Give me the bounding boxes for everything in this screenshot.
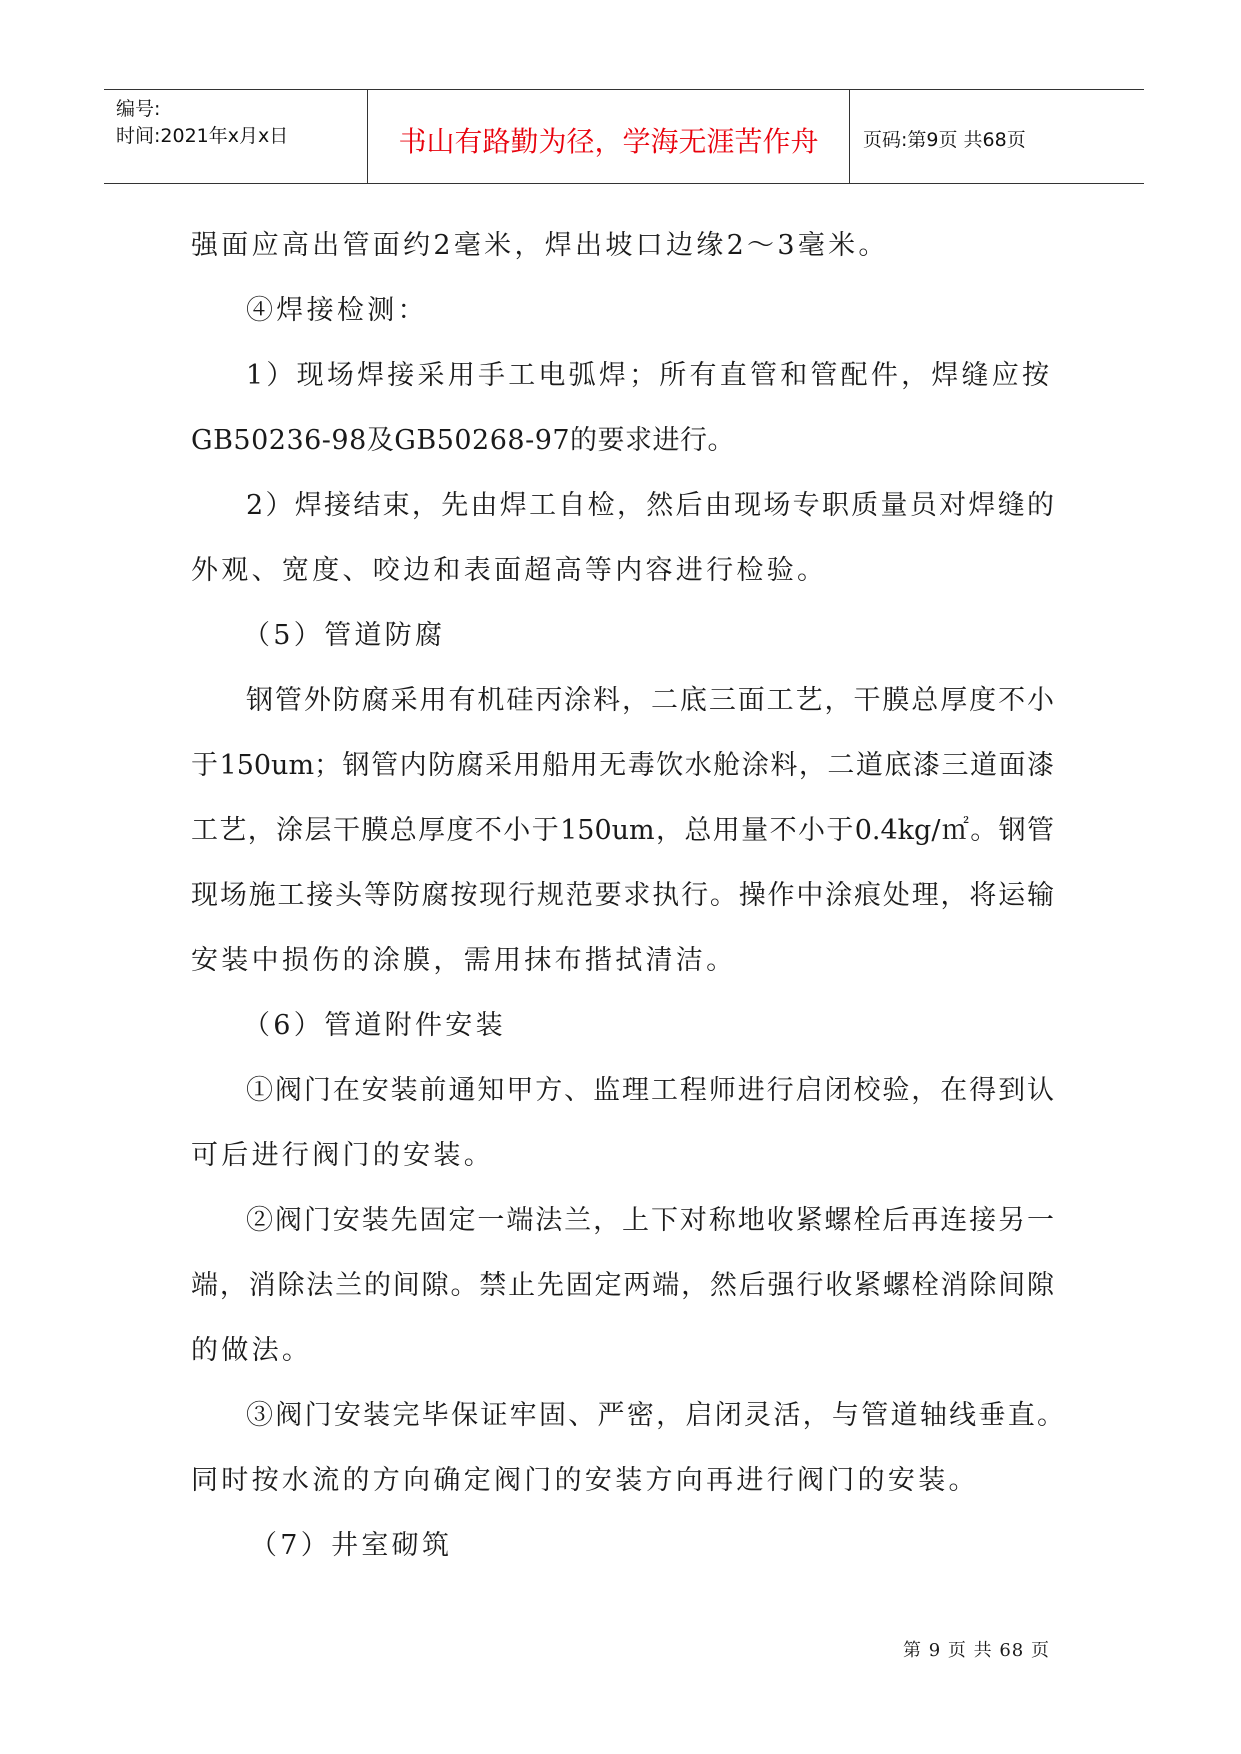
section-heading: （5）管道防腐 (243, 620, 446, 651)
header-page-cell (851, 90, 1144, 183)
body-line: 2）焊接结束，先由焊工自检，然后由现场专职质量员对焊缝的 (246, 490, 1054, 521)
section-heading: （7）井室砌筑 (250, 1530, 453, 1561)
serial-number-label: 编号: (116, 98, 161, 120)
date-label: 时间:2021年x月x日 (116, 125, 289, 147)
body-line: ④焊接检测： (246, 295, 428, 326)
body-line: 工艺，涂层干膜总厚度不小于150um，总用量不小于0.4kg/㎡。钢管 (191, 815, 1054, 846)
body-line: GB50236-98及GB50268-97的要求进行。 (191, 425, 736, 456)
page-code-label: 页码:第9页 共68页 (863, 129, 1026, 151)
body-line: 1）现场焊接采用手工电弧焊；所有直管和管配件，焊缝应按 (246, 360, 1049, 391)
motto-text: 书山有路勤为径，学海无涯苦作舟 (398, 125, 819, 158)
body-line: 外观、宽度、咬边和表面超高等内容进行检验。 (191, 555, 828, 586)
body-line: 强面应高出管面约2毫米，焊出坡口边缘2～3毫米。 (191, 230, 889, 261)
body-line: ③阀门安装完毕保证牢固、严密，启闭灵活，与管道轴线垂直。 (246, 1400, 1064, 1431)
page-footer: 第 9 页 共 68 页 (903, 1640, 1050, 1661)
section-heading: （6）管道附件安装 (243, 1010, 506, 1041)
body-line: 可后进行阀门的安装。 (191, 1140, 494, 1171)
body-line: 安装中损伤的涂膜，需用抹布揩拭清洁。 (191, 945, 737, 976)
header-info-cell (104, 90, 368, 183)
body-line: 同时按水流的方向确定阀门的安装方向再进行阀门的安装。 (191, 1465, 979, 1496)
body-line: 端，消除法兰的间隙。禁止先固定两端，然后强行收紧螺栓消除间隙 (191, 1270, 1054, 1301)
page-header (104, 89, 1144, 184)
body-line: 钢管外防腐采用有机硅丙涂料，二底三面工艺，干膜总厚度不小 (246, 685, 1054, 716)
body-line: 的做法。 (191, 1335, 313, 1366)
header-motto-cell (368, 90, 850, 183)
body-line: ①阀门在安装前通知甲方、监理工程师进行启闭校验，在得到认 (246, 1075, 1054, 1106)
body-line: 于150um；钢管内防腐采用船用无毒饮水舱涂料，二道底漆三道面漆 (191, 750, 1054, 781)
body-line: 现场施工接头等防腐按现行规范要求执行。操作中涂痕处理，将运输 (191, 880, 1054, 911)
body-line: ②阀门安装先固定一端法兰，上下对称地收紧螺栓后再连接另一 (246, 1205, 1054, 1236)
